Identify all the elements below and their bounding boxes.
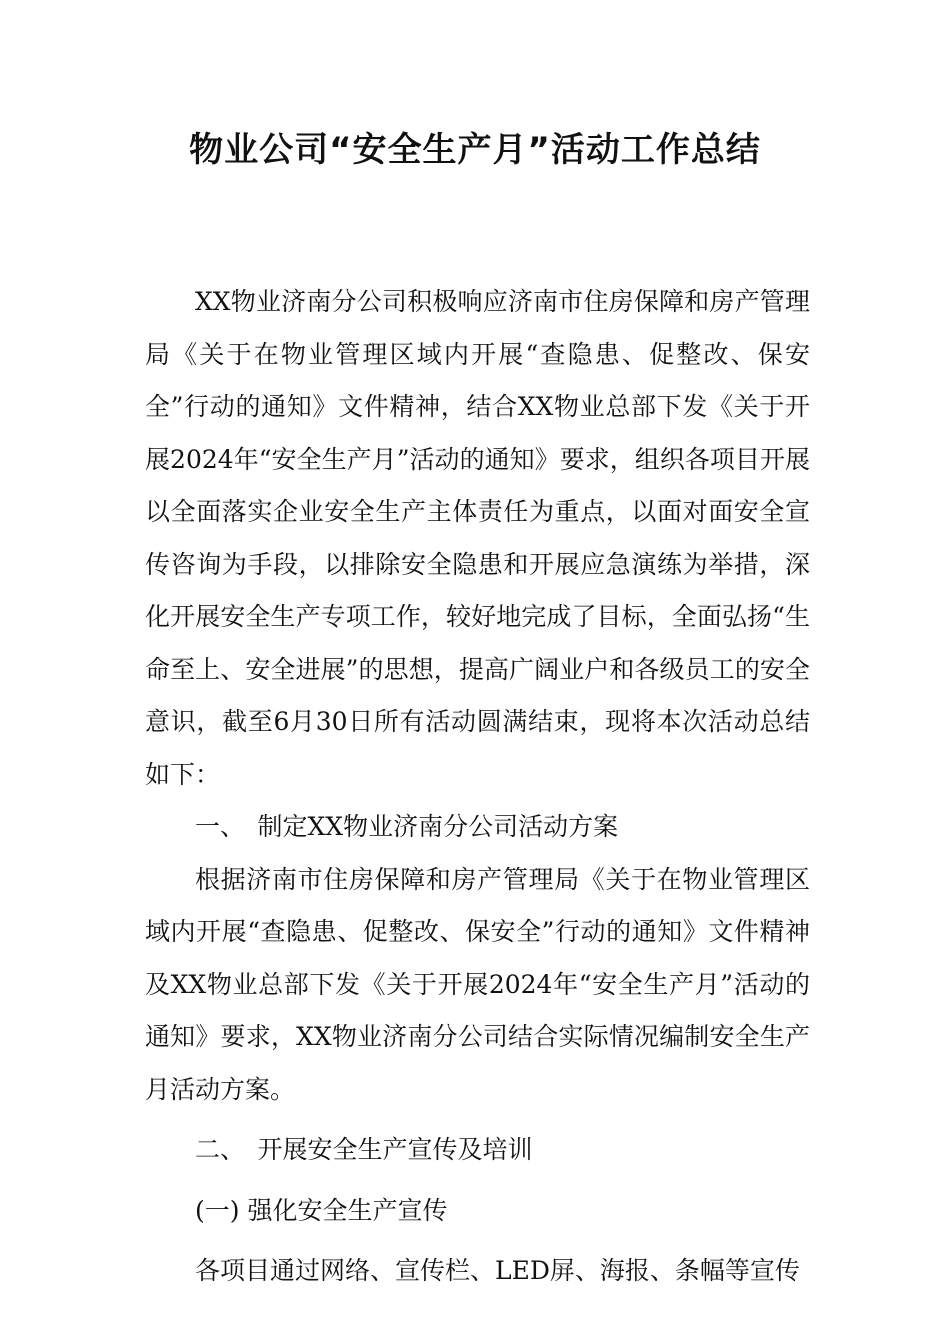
section-1-title: 制定XX物业济南分公司活动方案 (257, 812, 619, 841)
section-1-number: 一、 (195, 812, 246, 841)
document-body (145, 276, 810, 1298)
section-2-number: 二、 (195, 1135, 246, 1164)
subsection-2-1-number: (一) (195, 1195, 240, 1225)
section-1-heading (145, 801, 810, 854)
document-title: 物业公司“安全生产月”活动工作总结 (189, 130, 761, 170)
subsection-2-1-title: 强化安全生产宣传 (247, 1195, 448, 1225)
section-1-paragraph: 根据济南市住房保障和房产管理局《关于在物业管理区域内开展“查隐患、促整改、保安全”行动的通知》文件精神及XX物业总部下发《关于开展2024年“安全生产月”活动的通知》要求，XX物业济南分公司结合实际情况编制安全生产月活动方案。 (145, 864, 810, 1104)
section-2-title: 开展安全生产宣传及培训 (257, 1135, 533, 1164)
section-2-heading (145, 1124, 810, 1177)
subsection-2-1-heading (145, 1185, 810, 1238)
intro-paragraph: XX物业济南分公司积极响应济南市住房保障和房产管理局《关于在物业管理区域内开展“查隐患、促整改、保安全”行动的通知》文件精神，结合XX物业总部下发《关于开展2024年“安全生产月”活动的通知》要求，组织各项目开展以全面落实企业安全生产主体责任为重点，以面对面安全宣传咨询为手段，以排除安全隐患和开展应急演练为举措，深化开展安全生产专项工作，较好地完成了目标，全面弘扬“生命至上、安全进展”的思想，提高广阔业户和各级员工的安全意识，截至6月30日所有活动圆满结束，现将本次活动总结如下： (145, 287, 810, 789)
subsection-2-1-paragraph: 各项目通过网络、宣传栏、LED屏、海报、条幅等宣传 (195, 1256, 800, 1285)
